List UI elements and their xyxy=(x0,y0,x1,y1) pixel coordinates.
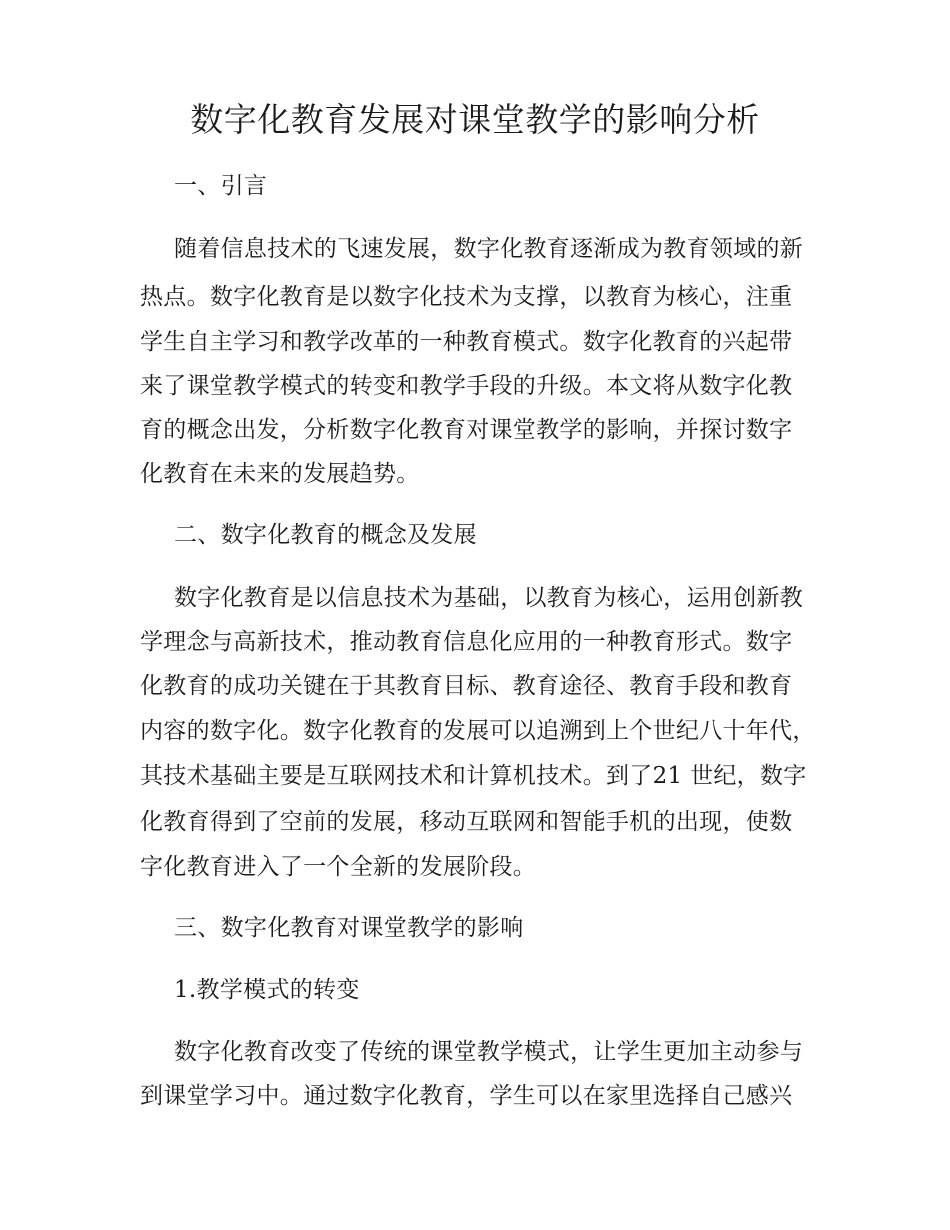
paragraph-line: 字化教育进入了一个全新的发展阶段。 xyxy=(140,854,537,880)
paragraph-line: 化教育得到了空前的发展，移动互联网和智能手机的出现，使数 xyxy=(140,809,793,835)
paragraph-line: 内容的数字化。数字化教育的发展可以追溯到上个世纪八十年代， xyxy=(140,718,816,744)
subsection-heading: 1.教学模式的转变 xyxy=(174,977,360,1003)
paragraph-line: 数字化教育是以信息技术为基础，以教育为核心，运用创新教 xyxy=(174,585,804,611)
section-heading-impact: 三、数字化教育对课堂教学的影响 xyxy=(174,915,524,941)
document-title: 数字化教育发展对课堂教学的影响分析 xyxy=(190,100,760,139)
paragraph-line: 化教育的成功关键在于其教育目标、教育途径、教育手段和教育 xyxy=(140,673,793,699)
paragraph-line: 热点。数字化教育是以数字化技术为支撑，以教育为核心，注重 xyxy=(140,284,793,310)
paragraph-line: 化教育在未来的发展趋势。 xyxy=(140,461,420,487)
paragraph-line: 数字化教育改变了传统的课堂教学模式，让学生更加主动参与 xyxy=(174,1039,804,1065)
section-heading-concept: 二、数字化教育的概念及发展 xyxy=(174,522,477,548)
paragraph-line: 来了课堂教学模式的转变和教学手段的升级。本文将从数字化教 xyxy=(140,373,793,399)
paragraph-line: 育的概念出发，分析数字化教育对课堂教学的影响，并探讨数字 xyxy=(140,417,793,443)
paragraph-line: 随着信息技术的飞速发展，数字化教育逐渐成为教育领域的新 xyxy=(174,236,804,262)
paragraph-line: 学生自主学习和教学改革的一种教育模式。数字化教育的兴起带 xyxy=(140,329,793,355)
paragraph-line: 到课堂学习中。通过数字化教育，学生可以在家里选择自己感兴 xyxy=(140,1083,793,1109)
section-heading-intro: 一、引言 xyxy=(174,173,268,199)
paragraph-line: 学理念与高新技术，推动教育信息化应用的一种教育形式。数字 xyxy=(140,629,793,655)
paragraph-line: 其技术基础主要是互联网技术和计算机技术。到了21 世纪，数字 xyxy=(140,763,807,789)
